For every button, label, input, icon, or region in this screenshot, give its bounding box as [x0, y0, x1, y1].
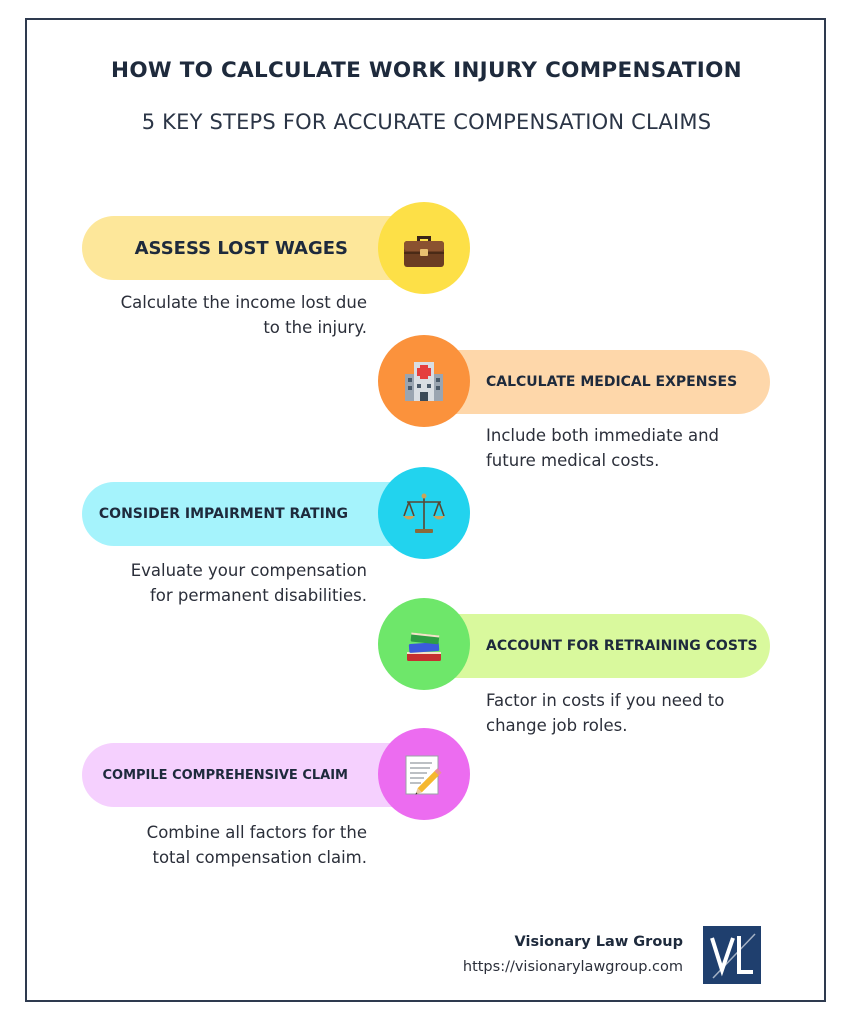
- step-5-circle: [378, 728, 470, 820]
- company-url[interactable]: https://visionarylawgroup.com: [462, 959, 683, 975]
- step-4-pill: [420, 614, 770, 678]
- company-name: Visionary Law Group: [514, 934, 683, 950]
- step-1-title: ASSESS LOST WAGES: [134, 237, 348, 259]
- step-2-title: CALCULATE MEDICAL EXPENSES: [486, 374, 738, 390]
- company-logo: [703, 926, 761, 984]
- step-3-title: CONSIDER IMPAIRMENT RATING: [98, 506, 348, 522]
- step-4-title: ACCOUNT FOR RETRAINING COSTS: [486, 638, 758, 654]
- briefcase-icon: [399, 223, 449, 273]
- step-2-pill: [420, 350, 770, 414]
- step-1-pill: [82, 216, 422, 280]
- step-4-circle: [378, 598, 470, 690]
- step-5-title: COMPILE COMPREHENSIVE CLAIM: [102, 767, 348, 783]
- step-3-circle: [378, 467, 470, 559]
- step-2-description: Include both immediate and future medical costs.: [486, 426, 720, 470]
- step-5-description: Combine all factors for the total compensation claim.: [146, 823, 367, 867]
- step-1-circle: [378, 202, 470, 294]
- scales-icon: [399, 488, 449, 538]
- page-title: HOW TO CALCULATE WORK INJURY COMPENSATION: [111, 58, 742, 83]
- books-icon: [399, 619, 449, 669]
- page-subtitle: 5 KEY STEPS FOR ACCURATE COMPENSATION CLAIMS: [141, 110, 712, 134]
- step-5-pill: [82, 743, 422, 807]
- step-3-pill: [82, 482, 422, 546]
- step-3-description: Evaluate your compensation for permanent disabilities.: [130, 561, 367, 605]
- step-2-circle: [378, 335, 470, 427]
- step-4-description: Factor in costs if you need to change job roles.: [486, 691, 725, 735]
- hospital-icon: [399, 356, 449, 406]
- step-1-description: Calculate the income lost due to the injury.: [120, 293, 367, 337]
- logo-background: [703, 926, 761, 984]
- memo-pencil-icon: [399, 749, 449, 799]
